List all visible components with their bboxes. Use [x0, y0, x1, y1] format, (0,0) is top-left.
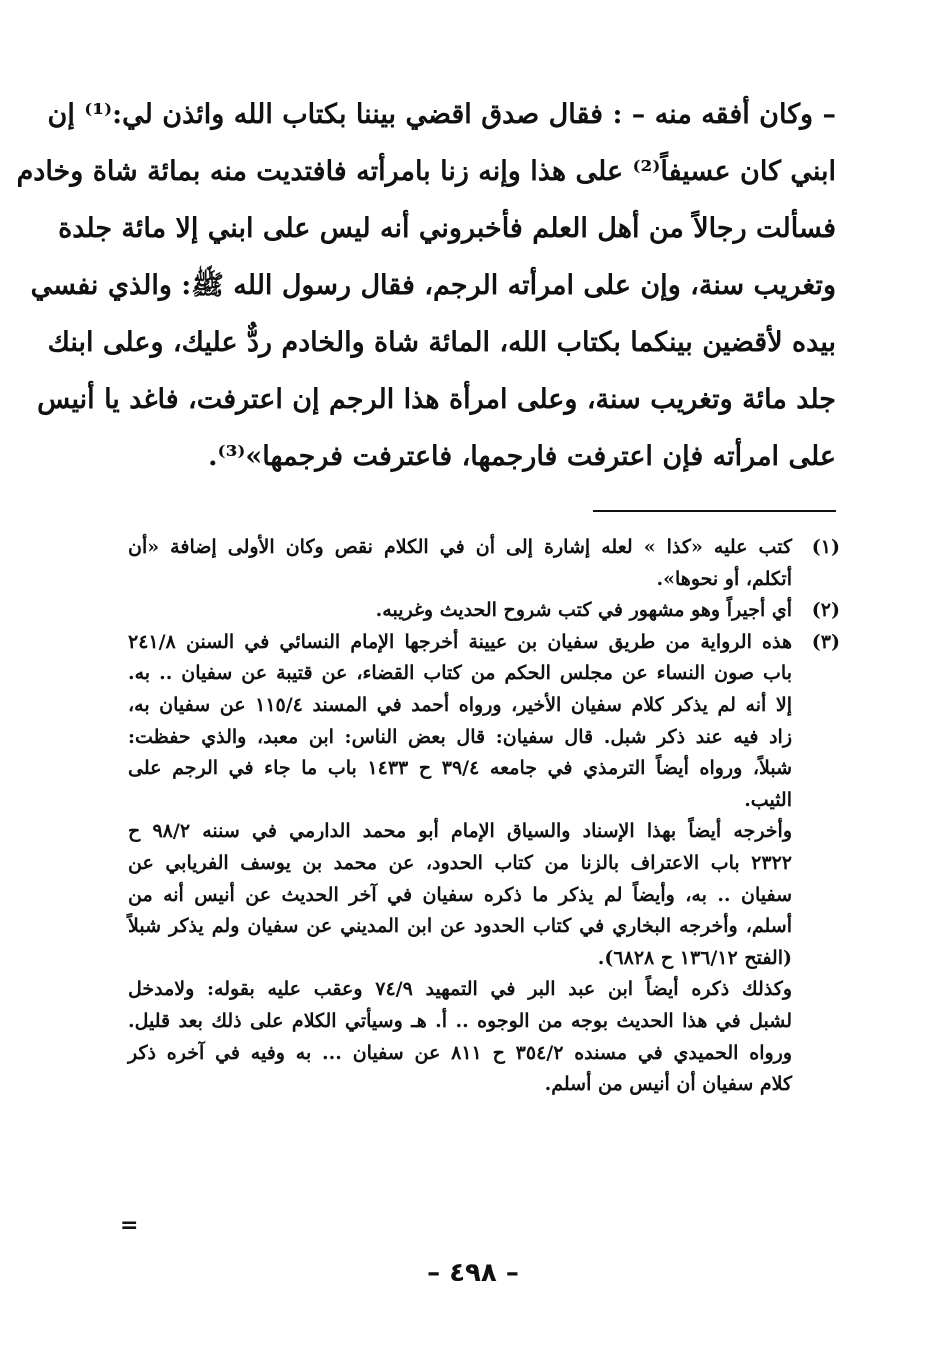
footnote-body: [128, 532, 792, 595]
main-text-line: جلد مائة وتغريب سنة، وعلى امرأة هذا الرجم إن اعترفت، فاغد يا أنيس: [37, 384, 836, 415]
footnote-body: [128, 627, 792, 817]
footnote-line: هذه الرواية من طريق سفيان بن عيينة أخرجها الإمام النسائي في السنن ٢٤١/٨: [128, 630, 792, 653]
footnote-line: أسلم، وأخرجه البخاري في كتاب الحدود عن ابن المديني عن سفيان ولم يذكر شبلاً: [128, 915, 792, 938]
page-number: – ٤٩٨ –: [427, 1258, 519, 1288]
footnote-paragraph: [128, 974, 792, 1100]
footnote-paragraph: [128, 816, 792, 974]
footnote-divider: [593, 510, 836, 512]
continuation-mark: =: [120, 1213, 139, 1238]
footnote-number: (١): [811, 536, 840, 558]
footnote-number: (٣): [811, 630, 840, 653]
footnote-line: ورواه الحميدي في مسنده ٣٥٤/٢ ح ٨١١ عن سفيان ... به وفيه في آخره ذكر: [128, 1041, 793, 1064]
footnote-line: سفيان .. به، وأيضاً لم يذكر ما ذكره سفيان في آخر الحديث عن أنيس أنه من: [128, 883, 792, 906]
main-text-line: وتغريب سنة، وإن على امرأته الرجم، فقال رسول الله ﷺ: والذي نفسي: [30, 270, 836, 301]
main-text-line: بيده لأقضين بينكما بكتاب الله، المائة شاة والخادم ردٌّ عليك، وعلى ابنك: [47, 327, 836, 358]
footnote-2: [128, 595, 840, 627]
main-text-line: فسألت رجالاً من أهل العلم فأخبروني أنه ليس على ابني إلا مائة جلدة: [58, 213, 836, 244]
main-text-block: [16, 86, 836, 485]
footnote-1: [128, 532, 840, 595]
footnote-line: إلا أنه لم يذكر كلام سفيان الأخير، ورواه أحمد في المسند ١١٥/٤ عن سفيان به،: [128, 693, 792, 716]
footnote-line: لشبل في هذا الحديث بوجه من الوجوه .. أ. هـ وسيأتي الكلام على ذلك بعد قليل.: [128, 1009, 792, 1032]
footnote-line: كلام سفيان أن أنيس من أسلم.: [544, 1073, 792, 1096]
footnote-line: وأخرجه أيضاً بهذا الإسناد والسياق الإمام أبو محمد الدارمي في سننه ٩٨/٢ ح: [128, 820, 792, 843]
footnote-line: شبلاً، ورواه أيضاً الترمذي في جامعه ٣٩/٤ ح ١٤٣٣ باب ما جاء في الرجم على: [128, 757, 792, 780]
main-text-line: ابني كان عسيفاً⁽²⁾ على هذا وإنه زنا بامرأته فافتديت منه بمائة شاة وخادم: [16, 156, 836, 187]
footnote-line: أي أجيراً وهو مشهور في كتب شروح الحديث وغريبه.: [375, 599, 792, 622]
main-text-line: على امرأته فإن اعترفت فارجمها، فاعترفت فرجمها»⁽³⁾.: [208, 441, 836, 472]
footnote-body: [128, 595, 792, 627]
footnote-line: زاد فيه عند ذكر شبل. قال سفيان: قال بعض الناس: ابن معبد، والذي حفظت:: [128, 725, 792, 748]
footnote-line: وكذلك ذكره أيضاً ابن عبد البر في التمهيد ٧٤/٩ وعقب عليه بقوله: ولامدخل: [128, 978, 792, 1001]
footnote-line: الثيب.: [744, 788, 792, 811]
footnote-line: أتكلم، أو نحوها».: [656, 567, 792, 590]
footnote-line: باب صون النساء عن مجلس الحكم من كتاب القضاء، عن قتيبة عن سفيان .. به.: [128, 662, 792, 685]
footnote-line: (الفتح ١٣٦/١٢ ح ٦٨٢٨).: [597, 946, 792, 969]
footnotes-block: [128, 532, 840, 1101]
main-text-line: – وكان أفقه منه – : فقال صدق اقضي بيننا بكتاب الله وائذن لي:⁽¹⁾ إن: [47, 99, 836, 130]
footnote-number: (٢): [811, 599, 840, 622]
footnote-line: كتب عليه «كذا » لعله إشارة إلى أن في الكلام نقص وكان الأولى إضافة «أن: [128, 536, 792, 558]
footnote-3: [128, 627, 840, 817]
footnote-line: ٢٣٢٢ باب الاعتراف بالزنا من كتاب الحدود، عن محمد بن يوسف الفريابي عن: [128, 851, 792, 874]
